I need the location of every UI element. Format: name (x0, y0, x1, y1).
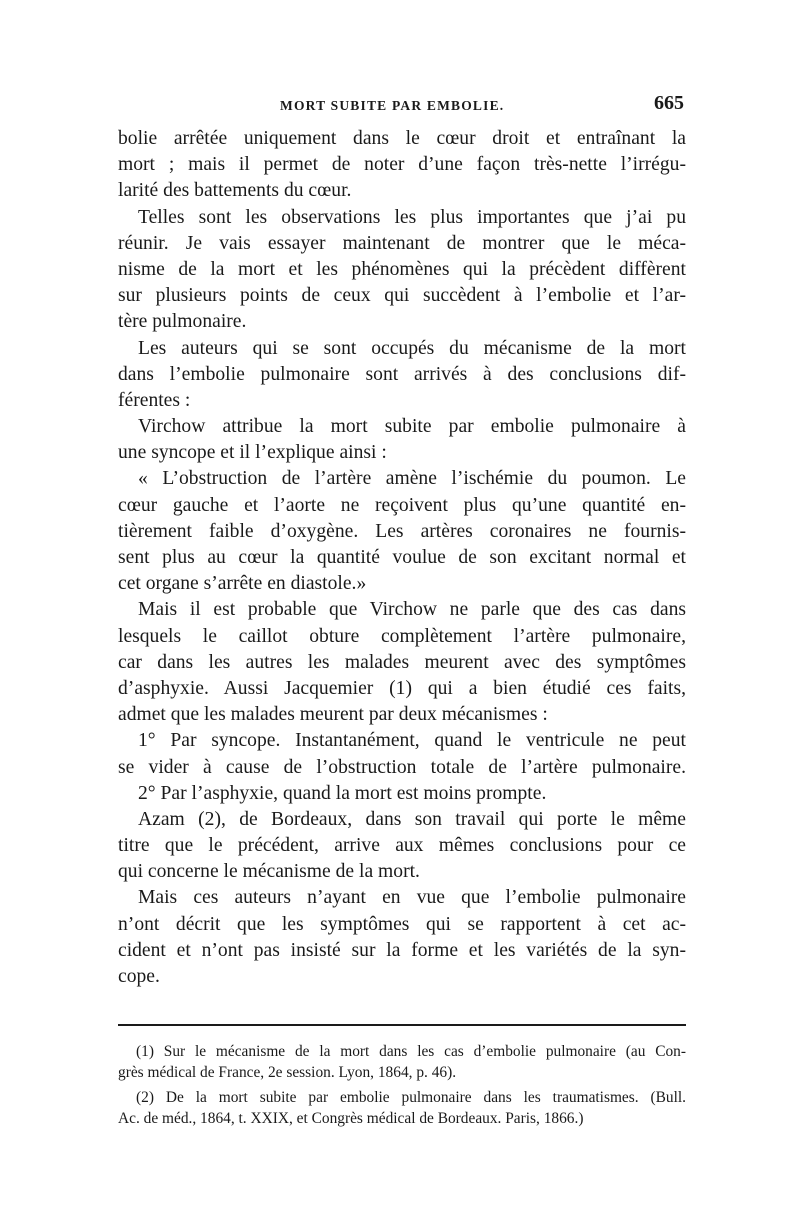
text-line: n’ont décrit que les symptômes qui se rapportent à cet ac- (118, 913, 686, 935)
text-line: férentes : (118, 389, 191, 411)
text-line: cident et n’ont pas insisté sur la forme et les variétés de la syn- (118, 939, 686, 961)
text-line: cet organe s’arrête en diastole.» (118, 573, 367, 595)
text-line: Les auteurs qui se sont occupés du mécanisme de la mort (138, 337, 686, 359)
text-line: d’asphyxie. Aussi Jacquemier (1) qui a bien étudié ces faits, (118, 677, 686, 699)
text-line: réunir. Je vais essayer maintenant de montrer que le méca- (118, 232, 686, 254)
text-line: cœur gauche et l’aorte ne reçoivent plus qu’une quantité en- (118, 494, 686, 516)
text-line: 1° Par syncope. Instantanément, quand le ventricule ne peut (138, 730, 686, 752)
text-line: Azam (2), de Bordeaux, dans son travail qui porte le même (138, 808, 686, 830)
text-line: lesquels le caillot obture complètement l’artère pulmonaire, (118, 625, 686, 647)
footnote-rule (118, 1024, 686, 1026)
text-line: bolie arrêtée uniquement dans le cœur droit et entraînant la (118, 128, 686, 149)
text-line: tère pulmonaire. (118, 311, 247, 333)
footnote-line: (1) Sur le mécanisme de la mort dans les cas d’embolie pulmonaire (au Con- (136, 1043, 686, 1060)
running-head-title: MORT SUBITE PAR EMBOLIE. (280, 98, 505, 113)
text-line: 2° Par l’asphyxie, quand la mort est moins prompte. (138, 782, 547, 804)
text-line: larité des battements du cœur. (118, 180, 352, 202)
footnote-line: (2) De la mort subite par embolie pulmonaire dans les traumatismes. (Bull. (136, 1089, 686, 1106)
text-line: nisme de la mort et les phénomènes qui la précèdent diffèrent (118, 258, 686, 280)
text-line: car dans les autres les malades meurent avec des symptômes (118, 651, 686, 673)
text-line: Telles sont les observations les plus importantes que j’ai pu (138, 206, 686, 228)
footnote-line: Ac. de méd., 1864, t. XXIX, et Congrès médical de Bordeaux. Paris, 1866.) (118, 1110, 584, 1127)
text-line: sur plusieurs points de ceux qui succèdent à l’embolie et l’ar- (118, 285, 686, 307)
text-line: qui concerne le mécanisme de la mort. (118, 861, 420, 883)
text-line: dans l’embolie pulmonaire sont arrivés à des conclusions dif- (118, 363, 686, 385)
text-line: cope. (118, 966, 160, 987)
footnotes (118, 1041, 686, 1129)
page-number: 665 (654, 92, 684, 114)
text-line: « L’obstruction de l’artère amène l’ischémie du poumon. Le (138, 468, 686, 490)
text-line: titre que le précédent, arrive aux mêmes conclusions pour ce (118, 835, 686, 857)
running-head (118, 92, 686, 118)
text-line: Mais ces auteurs n’ayant en vue que l’embolie pulmonaire (138, 887, 686, 909)
footnote-line: grès médical de France, 2e session. Lyon, 1864, p. 46). (118, 1064, 457, 1081)
text-line: une syncope et il l’explique ainsi : (118, 442, 387, 464)
text-line: admet que les malades meurent par deux mécanismes : (118, 704, 548, 726)
body-text (118, 126, 686, 990)
text-line: se vider à cause de l’obstruction totale de l’artère pulmonaire. (118, 756, 686, 778)
text-line: tièrement faible d’oxygène. Les artères coronaires ne fournis- (118, 520, 686, 542)
text-line: sent plus au cœur la quantité voulue de son excitant normal et (118, 547, 686, 568)
text-line: Mais il est probable que Virchow ne parle que des cas dans (138, 599, 686, 621)
text-line: mort ; mais il permet de noter d’une façon très-nette l’irrégu- (118, 154, 686, 176)
text-line: Virchow attribue la mort subite par embolie pulmonaire à (138, 416, 686, 438)
